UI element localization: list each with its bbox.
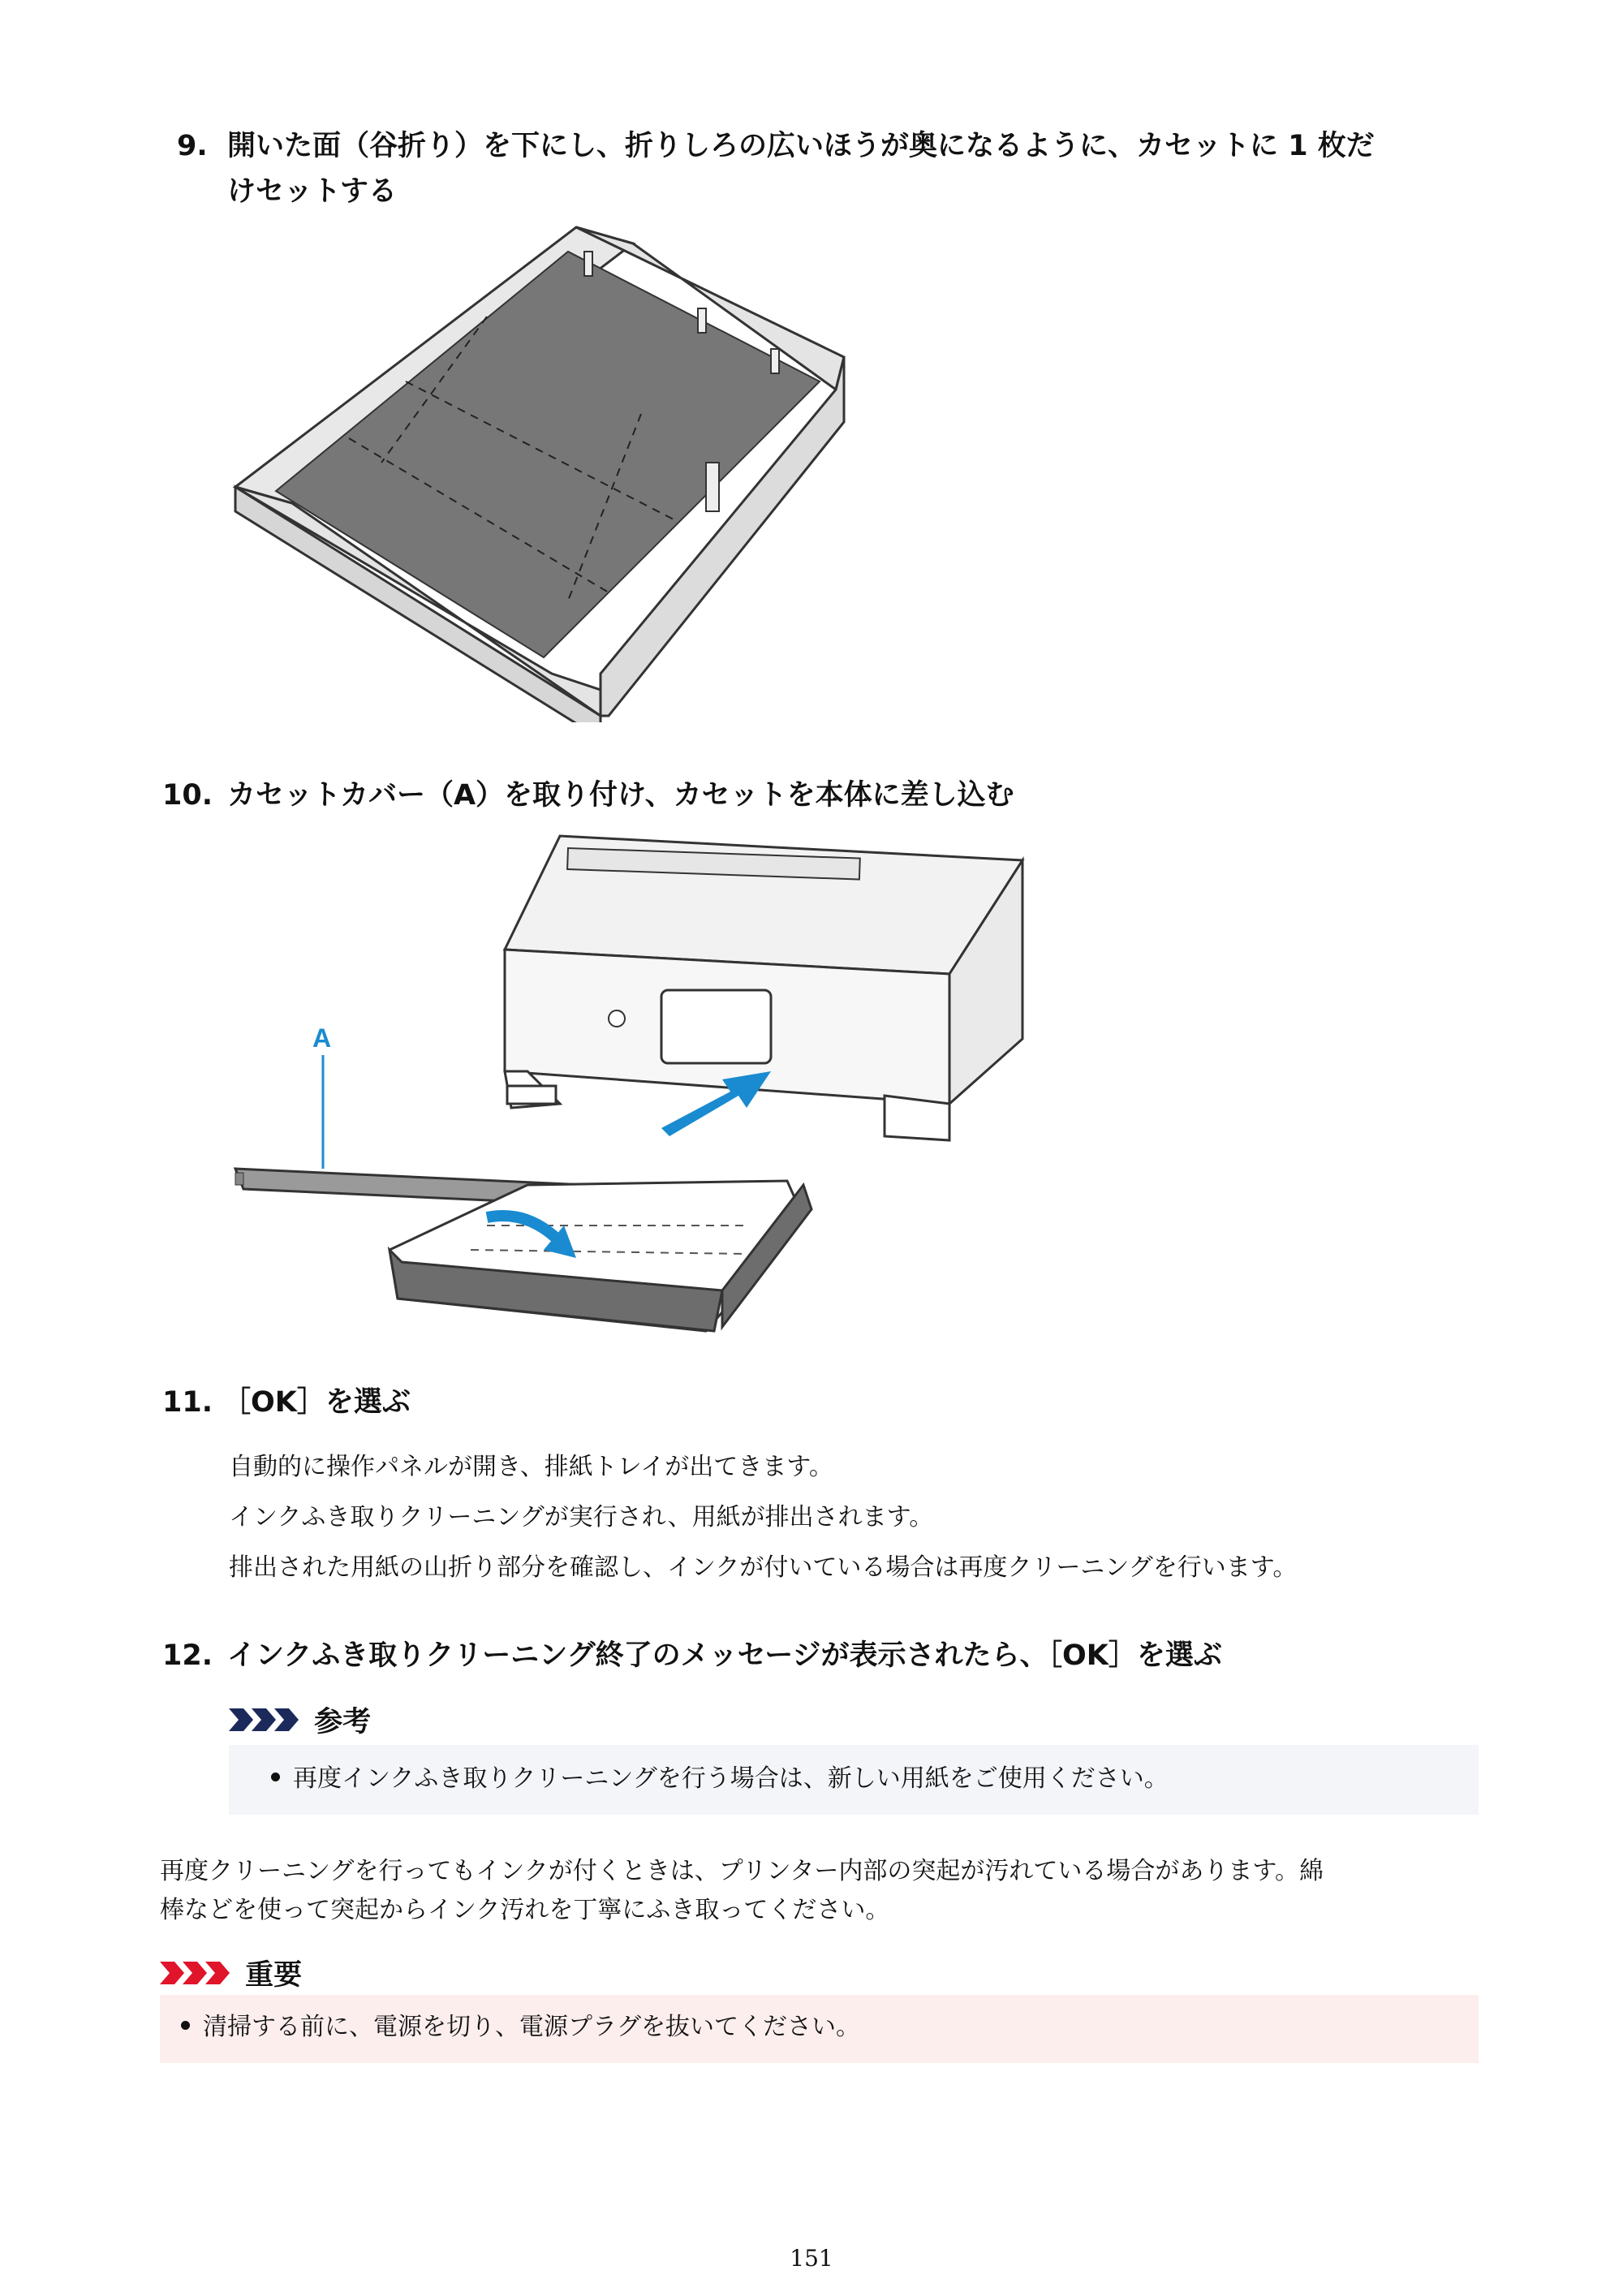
step-title-line: ［OK］を選ぶ	[222, 1386, 411, 1419]
step-12-title	[162, 1633, 1526, 1678]
printer-cassette-figure	[219, 828, 1031, 1339]
important-box	[160, 1995, 1479, 2063]
step-number: 10.	[162, 779, 213, 812]
note-chevron-icon	[229, 1705, 302, 1734]
step-11-title	[162, 1380, 1477, 1425]
paragraph: 排出された用紙の山折り部分を確認し、インクが付いている場合は再度クリーニングを行います。	[229, 1553, 1298, 1582]
paragraph-line: 再度クリーニングを行ってもインクが付くときは、プリンター内部の突起が汚れている場合があります。綿	[160, 1857, 1324, 1885]
page-number: 151	[790, 2245, 833, 2272]
note-item-text: 再度インクふき取りクリーニングを行う場合は、新しい用紙をご使用ください。	[293, 1764, 1169, 1793]
step-title-line: インクふき取りクリーニング終了のメッセージが表示されたら、［OK］を選ぶ	[227, 1639, 1222, 1672]
step-title-line: 開いた面（谷折り）を下にし、折りしろの広いほうが奥になるように、カセットに 1 枚だ	[227, 130, 1375, 162]
label-a: A	[312, 1023, 332, 1053]
important-item	[181, 2011, 860, 2044]
paragraph: インクふき取りクリーニングが実行され、用紙が排出されます。	[229, 1503, 934, 1531]
important-heading	[160, 1953, 302, 1990]
important-heading-text: 重要	[245, 1959, 303, 1992]
cassette-paper-figure	[219, 219, 852, 722]
step-11-body	[229, 1451, 1495, 1584]
bullet-icon	[181, 2021, 190, 2030]
paragraph: 自動的に操作パネルが開き、排紙トレイが出てきます。	[229, 1453, 833, 1481]
note-box	[229, 1745, 1479, 1815]
step-number: 9.	[177, 130, 208, 162]
step-number: 11.	[162, 1386, 213, 1419]
step-10-title	[162, 773, 1477, 818]
note-heading	[229, 1699, 371, 1737]
step-number: 12.	[162, 1639, 213, 1672]
note-item	[271, 1763, 1169, 1795]
step-title-line: けセットする	[227, 175, 397, 208]
step-9-title	[177, 123, 1492, 214]
important-item-text: 清掃する前に、電源を切り、電源プラグを抜いてください。	[203, 2013, 860, 2041]
important-chevron-icon	[160, 1958, 233, 1988]
step-title-line: カセットカバー（A）を取り付け、カセットを本体に差し込む	[227, 779, 1014, 812]
body-paragraph	[160, 1852, 1491, 1930]
bullet-icon	[271, 1773, 280, 1781]
note-heading-text: 参考	[314, 1706, 372, 1738]
paragraph-line: 棒などを使って突起からインク汚れを丁寧にふき取ってください。	[160, 1896, 890, 1924]
